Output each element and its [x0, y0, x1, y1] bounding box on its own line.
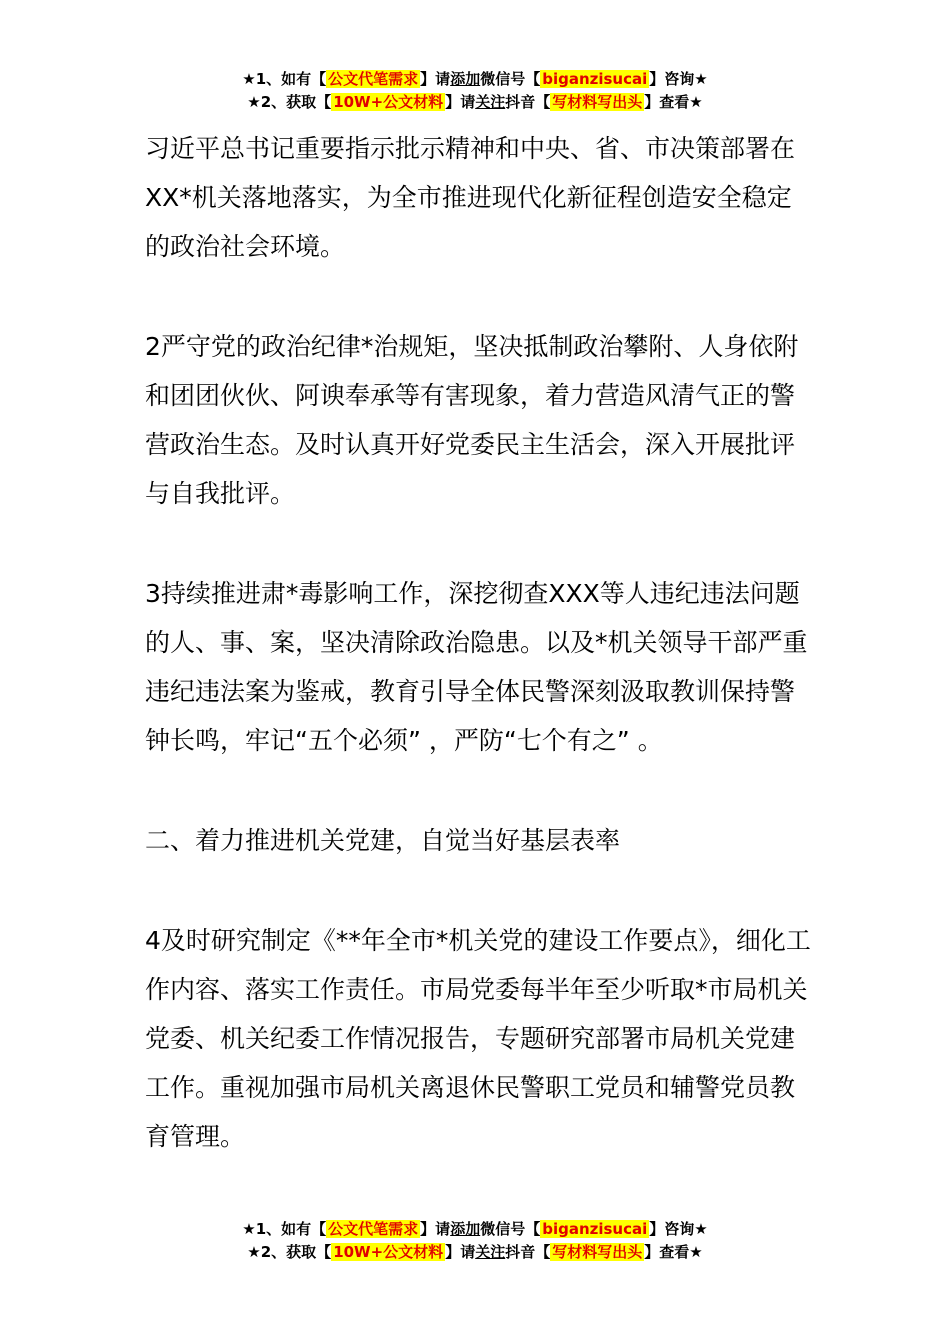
banner-line-2	[0, 91, 950, 114]
banner-text: 微信号【	[480, 1220, 541, 1238]
banner-text: 】请	[445, 93, 476, 111]
banner-text: 】查看★	[644, 1243, 703, 1261]
banner-text: 】咨询★	[649, 1220, 708, 1238]
banner-highlight: 写材料写出头	[552, 1243, 643, 1261]
footer-banner	[0, 1218, 950, 1264]
banner-text: 】查看★	[644, 93, 703, 111]
paragraph: 4及时研究制定《**年全市*机关党的建设工作要点》，细化工作内容、落实工作责任。市局党委每半年至少听取*市局机关党委、机关纪委工作情况报告，专题研究部署市局机关党建工作。重视加强市局机关离退休民警职工党员和辅警党员教育管理。	[145, 926, 811, 1151]
banner-highlight: 公文代笔需求	[328, 1220, 419, 1238]
banner-line-1	[0, 1218, 950, 1241]
banner-underline: 关注	[475, 1243, 506, 1261]
paragraph: 习近平总书记重要指示批示精神和中央、省、市决策部署在XX*机关落地落实，为全市推进现代化新征程创造安全稳定的政治社会环境。	[145, 134, 796, 261]
banner-highlight: biganzisucai	[542, 70, 648, 88]
banner-text: ★1、如有【	[242, 70, 327, 88]
banner-text: 】请	[445, 1243, 476, 1261]
banner-text: ★2、获取【	[247, 1243, 332, 1261]
banner-text: 抖音【	[505, 93, 551, 111]
banner-underline: 添加	[450, 70, 481, 88]
paragraph: 2严守党的政治纪律*治规矩，坚决抵制政治攀附、人身依附和团团伙伙、阿谀奉承等有害现象，着力营造风清气正的警营政治生态。及时认真开好党委民主生活会，深入开展批评与自我批评。	[145, 332, 799, 508]
banner-text: 抖音【	[505, 1243, 551, 1261]
header-banner	[0, 68, 950, 114]
banner-text: 】请	[420, 70, 451, 88]
banner-text: 】咨询★	[649, 70, 708, 88]
banner-highlight: 10W+公文材料	[333, 1243, 444, 1261]
banner-text: ★2、获取【	[247, 93, 332, 111]
banner-highlight: biganzisucai	[542, 1220, 648, 1238]
document-body	[145, 124, 815, 1161]
paragraph: 3持续推进肃*毒影响工作，深挖彻查XXX等人违纪违法问题的人、事、案，坚决清除政治隐患。以及*机关领导干部严重违纪违法案为鉴戒，教育引导全体民警深刻汲取教训保持警钟长鸣，牢记“五个必须” ，严防“七个有之” 。	[145, 579, 808, 755]
banner-highlight: 写材料写出头	[552, 93, 643, 111]
banner-underline: 关注	[475, 93, 506, 111]
banner-text: ★1、如有【	[242, 1220, 327, 1238]
banner-highlight: 10W+公文材料	[333, 93, 444, 111]
banner-text: 微信号【	[480, 70, 541, 88]
section-heading: 二、着力推进机关党建，自觉当好基层表率	[145, 826, 621, 855]
banner-line-1	[0, 68, 950, 91]
banner-underline: 添加	[450, 1220, 481, 1238]
banner-line-2	[0, 1241, 950, 1264]
banner-text: 】请	[420, 1220, 451, 1238]
banner-highlight: 公文代笔需求	[328, 70, 419, 88]
